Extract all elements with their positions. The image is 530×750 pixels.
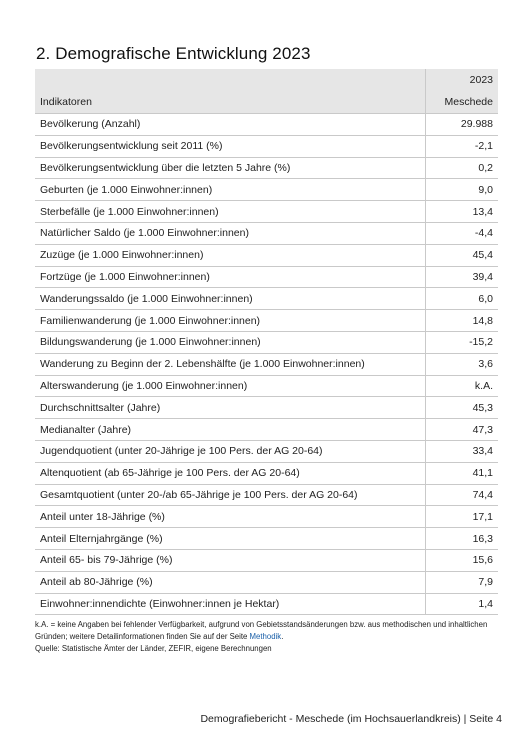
table-row	[35, 397, 498, 419]
table-row	[35, 375, 498, 397]
indicator-value: 41,1	[426, 462, 499, 484]
methodik-link[interactable]: Methodik	[249, 632, 282, 642]
indicator-value: 45,4	[426, 244, 499, 266]
footnotes	[35, 619, 505, 656]
indicator-label: Medianalter (Jahre)	[35, 419, 426, 441]
table-row	[35, 135, 498, 157]
indicator-label: Bildungswanderung (je 1.000 Einwohner:innen)	[35, 331, 426, 353]
indicator-value: 39,4	[426, 266, 499, 288]
page-footer: Demografiebericht - Meschede (im Hochsauerlandkreis) | Seite 4	[200, 713, 502, 725]
indicator-value: -2,1	[426, 135, 499, 157]
indicator-value: 7,9	[426, 571, 499, 593]
table-row	[35, 222, 498, 244]
indicator-label: Natürlicher Saldo (je 1.000 Einwohner:innen)	[35, 222, 426, 244]
table-row	[35, 310, 498, 332]
table-row	[35, 528, 498, 550]
table-row	[35, 484, 498, 506]
indicator-value: 29.988	[426, 114, 499, 136]
indicator-label: Fortzüge (je 1.000 Einwohner:innen)	[35, 266, 426, 288]
indicator-label: Anteil Elternjahrgänge (%)	[35, 528, 426, 550]
indicator-value: -15,2	[426, 331, 499, 353]
header-row-labels	[35, 91, 498, 114]
table-row	[35, 506, 498, 528]
table-row	[35, 571, 498, 593]
table-row	[35, 549, 498, 571]
indicator-label: Gesamtquotient (unter 20-/ab 65-Jährige je 100 Pers. der AG 20-64)	[35, 484, 426, 506]
table-row	[35, 288, 498, 310]
indicator-label: Einwohner:innendichte (Einwohner:innen je Hektar)	[35, 593, 426, 615]
footnote-end: .	[281, 632, 284, 642]
indicator-value: 74,4	[426, 484, 499, 506]
table-row	[35, 353, 498, 375]
indicator-value: 17,1	[426, 506, 499, 528]
table-row	[35, 593, 498, 615]
table-body	[35, 114, 498, 615]
header-row-year	[35, 69, 498, 91]
table-row	[35, 244, 498, 266]
indicator-value: 15,6	[426, 549, 499, 571]
indicator-label: Zuzüge (je 1.000 Einwohner:innen)	[35, 244, 426, 266]
table-row	[35, 266, 498, 288]
indicator-label: Wanderung zu Beginn der 2. Lebenshälfte (je 1.000 Einwohner:innen)	[35, 353, 426, 375]
indicator-label: Bevölkerungsentwicklung seit 2011 (%)	[35, 135, 426, 157]
indicator-value: 1,4	[426, 593, 499, 615]
indicator-label: Altenquotient (ab 65-Jährige je 100 Pers. der AG 20-64)	[35, 462, 426, 484]
table-header	[35, 69, 498, 114]
page-title: 2. Demografische Entwicklung 2023	[36, 44, 311, 63]
indicator-value: 9,0	[426, 179, 499, 201]
header-indicator: Indikatoren	[35, 91, 426, 114]
indicator-value: 6,0	[426, 288, 499, 310]
indicator-label: Alterswanderung (je 1.000 Einwohner:innen)	[35, 375, 426, 397]
indicator-value: 0,2	[426, 157, 499, 179]
table-row	[35, 419, 498, 441]
table-row	[35, 440, 498, 462]
table-row	[35, 462, 498, 484]
header-year: 2023	[426, 69, 499, 91]
indicator-value: 13,4	[426, 201, 499, 223]
source-note: Quelle: Statistische Ämter der Länder, ZEFIR, eigene Berechnungen	[35, 644, 272, 654]
table-row	[35, 114, 498, 136]
table-row	[35, 157, 498, 179]
indicator-value: 14,8	[426, 310, 499, 332]
indicator-label: Durchschnittsalter (Jahre)	[35, 397, 426, 419]
indicator-label: Bevölkerung (Anzahl)	[35, 114, 426, 136]
indicator-label: Anteil unter 18-Jährige (%)	[35, 506, 426, 528]
indicator-label: Anteil 65- bis 79-Jährige (%)	[35, 549, 426, 571]
indicator-value: 47,3	[426, 419, 499, 441]
footnote-ka	[35, 619, 505, 643]
indicator-value: 45,3	[426, 397, 499, 419]
header-empty-cell	[35, 69, 426, 91]
demographics-table	[35, 69, 498, 615]
indicator-label: Sterbefälle (je 1.000 Einwohner:innen)	[35, 201, 426, 223]
indicator-value: 33,4	[426, 440, 499, 462]
table-row	[35, 331, 498, 353]
indicator-label: Bevölkerungsentwicklung über die letzten 5 Jahre (%)	[35, 157, 426, 179]
indicator-value: 16,3	[426, 528, 499, 550]
indicator-value: 3,6	[426, 353, 499, 375]
indicator-label: Geburten (je 1.000 Einwohner:innen)	[35, 179, 426, 201]
footnote-text: k.A. = keine Angaben bei fehlender Verfügbarkeit, aufgrund von Gebietsstandsänderungen bzw. aus methodischen und inhaltlichen Gründen; weitere Detailinformationen finden Sie auf der Seite	[35, 620, 488, 642]
indicator-value: k.A.	[426, 375, 499, 397]
header-region: Meschede	[426, 91, 499, 114]
indicator-label: Familienwanderung (je 1.000 Einwohner:innen)	[35, 310, 426, 332]
indicator-label: Anteil ab 80-Jährige (%)	[35, 571, 426, 593]
table-row	[35, 201, 498, 223]
table-row	[35, 179, 498, 201]
indicator-label: Jugendquotient (unter 20-Jährige je 100 Pers. der AG 20-64)	[35, 440, 426, 462]
indicator-label: Wanderungssaldo (je 1.000 Einwohner:innen)	[35, 288, 426, 310]
indicator-value: -4,4	[426, 222, 499, 244]
